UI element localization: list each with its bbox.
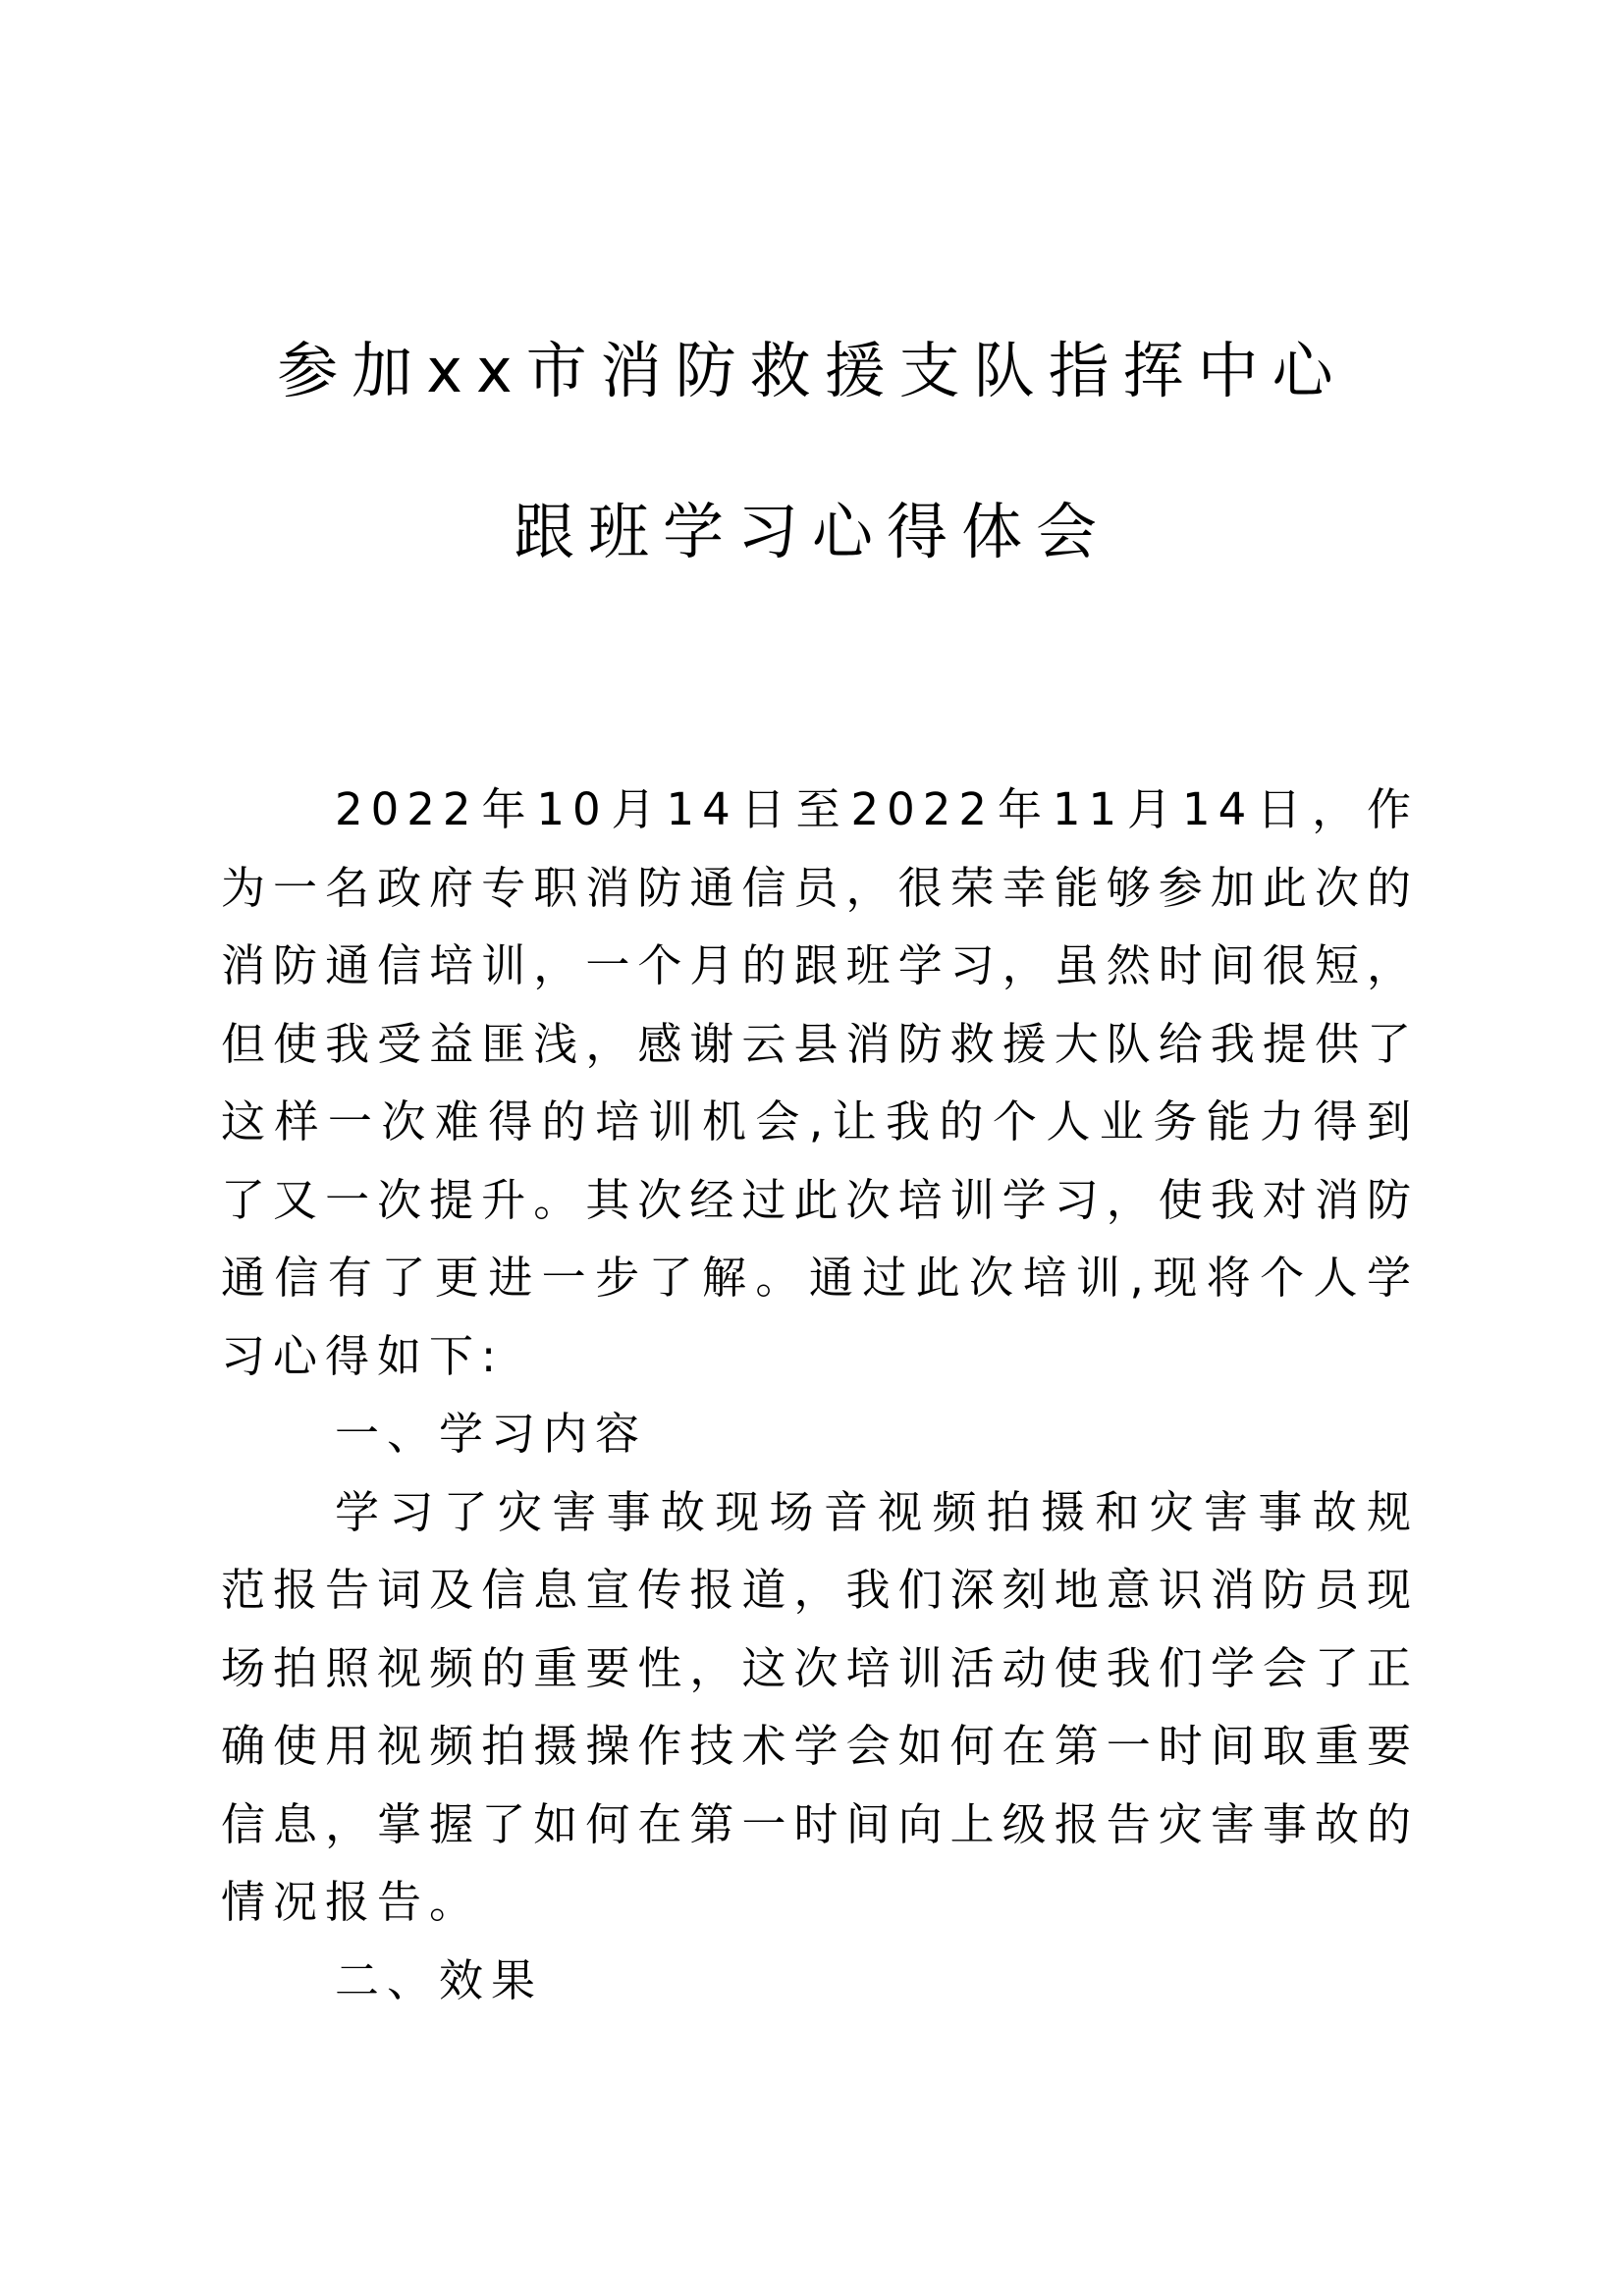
document-body: [221, 771, 1419, 2019]
section-heading-effect: 二、效果: [335, 1953, 544, 2006]
document-title-line-1: 参加xx市消防救援支队指挥中心: [277, 335, 1347, 406]
body-paragraph-intro: 2022年10月14日至2022年11月14日，作为一名政府专职消防通信员，很荣幸能够参加此次的消防通信培训，一个月的跟班学习，虽然时间很短，但使我受益匪浅，感谢云县消防救援大队给我提供了这样一次难得的培训机会,让我的个人业务能力得到了又一次提升。其次经过此次培训学习，使我对消防通信有了更进一步了解。通过此次培训,现将个人学习心得如下:: [221, 783, 1419, 1382]
body-paragraph-study-content: 学习了灾害事故现场音视频拍摄和灾害事故规范报告词及信息宣传报道，我们深刻地意识消防员现场拍照视频的重要性，这次培训活动使我们学会了正确使用视频拍摄操作技术学会如何在第一时间取重要信息，掌握了如何在第一时间向上级报告灾害事故的情况报告。: [221, 1485, 1419, 1928]
document-title-line-2: 跟班学习心得体会: [513, 496, 1110, 567]
section-heading-study-content: 一、学习内容: [335, 1408, 648, 1460]
